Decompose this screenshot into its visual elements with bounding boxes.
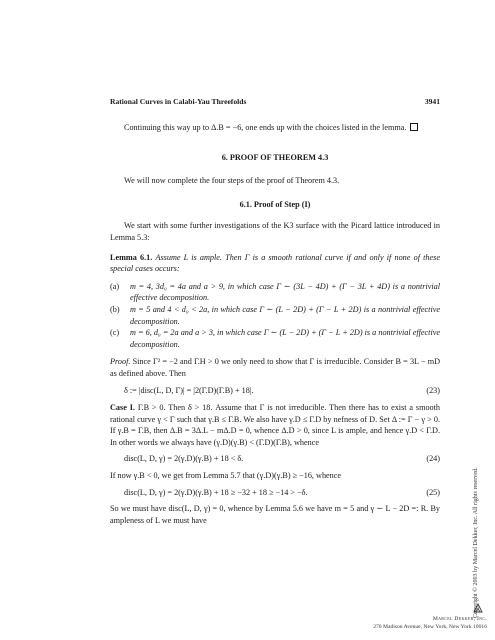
case-i-conclusion: So we must have disc(L, D, γ) = 0, whence by Lemma 5.6 we have m = 5 and γ ∼ L − 2D =: R. By ampleness of L we must have	[110, 504, 440, 525]
lemma-cases	[110, 281, 440, 351]
equation-expression: disc(L, D, γ) = 2(γ.D)(γ.B) + 18 ≥ −32 + 18 ≥ −14 > −δ.	[124, 487, 308, 497]
lemma-text: Assume L is ample. Then Γ is a smooth rational curve if and only if none of these special cases occurs:	[110, 252, 440, 274]
running-header	[110, 97, 440, 106]
section-heading: 6. PROOF OF THEOREM 4.3	[221, 152, 329, 162]
equation-expression: disc(L, D, γ) = 2(γ.D)(γ.B) + 18 < δ.	[124, 454, 244, 464]
subsection-intro: We start with some further investigations of the K3 surface with the Picard lattice introduced in Lemma 5.3:	[110, 221, 440, 242]
publisher-address: 270 Madison Avenue, New York, New York 10016	[373, 624, 487, 630]
proof-paragraph	[110, 356, 440, 379]
case-label: (c)	[110, 328, 120, 338]
page-body	[110, 122, 440, 526]
case-label: (b)	[110, 304, 120, 314]
case-item	[110, 327, 440, 350]
page-number: 3941	[424, 97, 440, 106]
case-i-text: Γ.B > 0. Then δ > 18. Assume that Γ is not irreducible. Then there has to exist a smooth rational curve γ < Γ such that γ.B ≤ Γ.B. We also have γ.D ≤ Γ.D by nefness of D. Set Δ := Γ − γ > 0. If γ.B = Γ.B, then Δ.B = 3Δ.L − mΔ.D = 0, whence Δ.D > 0, since L is ample, and hence γ.D < Γ.D. In other words we always have (γ.D)(γ.B) < (Γ.D)(Γ.B), whence	[110, 403, 441, 447]
lemma-label: Lemma 6.1.	[110, 252, 153, 262]
publisher-name: Marcel Dekker, Inc.	[432, 616, 487, 622]
case-text: m = 5 and 4 < d₀ < 2a, in which case Γ ∼ (L − 2D) + (Γ − L + 2D) is a nontrivial effective decomposition.	[130, 304, 440, 326]
case-i-paragraph	[110, 402, 440, 448]
section-intro: We will now complete the four steps of the proof of Theorem 4.3.	[124, 176, 340, 186]
case-text: m = 4, 3d₀ = 4a and a > 9, in which case Γ ∼ (3L − 4D) + (Γ − 3L + 4D) is a nontrivial effective decomposition.	[130, 281, 440, 303]
case-text: m = 6, d₀ = 2a and a > 3, in which case Γ ∼ (L − 2D) + (Γ − L + 2D) is a nontrivial effective decomposition.	[130, 328, 440, 349]
lemma-block	[110, 252, 440, 351]
equation-number: (24)	[426, 454, 440, 464]
subsection-heading: 6.1. Proof of Step (I)	[239, 199, 311, 209]
equation-number: (23)	[426, 385, 440, 395]
case-label: (a)	[110, 281, 120, 291]
copyright-notice: Copyright © 2003 by Marcel Dekker, Inc. All rights reserved.	[473, 467, 479, 618]
case-item	[110, 281, 440, 304]
equation-number: (25)	[426, 487, 440, 497]
publisher-logo-icon	[473, 603, 483, 613]
equation-expression: δ := |disc(L, D, Γ)| = |2(Γ.D)(Γ.B) + 18|.	[124, 385, 254, 395]
proof-text: Since Γ² = −2 and Γ.H > 0 we only need to show that Γ is irreducible. Consider B = 3L − mD as defined above. Then	[110, 357, 440, 378]
case-item	[110, 304, 440, 327]
continuation-text: Continuing this way up to Δ.B = −6, one ends up with the choices listed in the lemma.	[124, 123, 407, 132]
case-i-continued: If now γ.B < 0, we get from Lemma 5.7 that (γ.D)(γ.B) ≥ −16, whence	[110, 471, 342, 481]
publisher-block	[373, 615, 487, 631]
lemma-statement	[110, 252, 440, 275]
case-i-label: Case I.	[110, 403, 135, 413]
running-title: Rational Curves in Calabi-Yau Threefolds	[110, 97, 247, 106]
qed-icon	[410, 123, 418, 131]
proof-label: Proof.	[110, 357, 131, 367]
equation-25	[110, 487, 440, 499]
equation-24	[110, 453, 440, 465]
equation-23	[110, 385, 440, 397]
continuation-paragraph	[110, 122, 440, 134]
